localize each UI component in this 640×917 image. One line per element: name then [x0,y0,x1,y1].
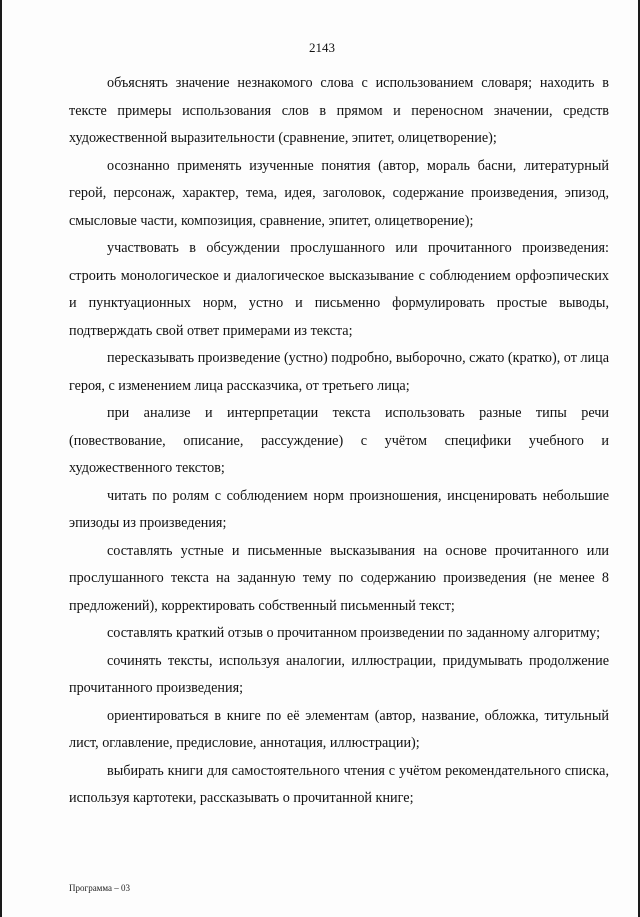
paragraph: объяснять значение незнакомого слова с использованием словаря; находить в тексте примеры использования слов в прямом и переносном значении, средств художественной выразительности (сравнение, эпитет, олицетворение); [69,75,609,146]
page-number: 2143 [309,40,335,55]
paragraph: участвовать в обсуждении прослушанного или прочитанного произведения: строить монологическое и диалогическое высказывание с соблюдением орфоэпических и пунктуационных норм, устно и письменно формулировать простые выводы, подтверждать свой ответ примерами из текста; [69,240,609,339]
paragraph: ориентироваться в книге по её элементам (автор, название, обложка, титульный лист, оглавление, предисловие, аннотация, иллюстрации); [69,707,609,751]
footer-label: Программа – 03 [69,883,131,893]
paragraph: читать по ролям с соблюдением норм произношения, инсценировать небольшие эпизоды из произведения; [69,487,609,531]
paragraph: пересказывать произведение (устно) подробно, выборочно, сжато (кратко), от лица героя, с изменением лица рассказчика, от третьего лица; [69,350,610,394]
paragraph: при анализе и интерпретации текста использовать разные типы речи (повествование, описание, рассуждение) с учётом специфики учебного и художественного текстов; [69,405,609,476]
paragraph: составлять краткий отзыв о прочитанном произведении по заданному алгоритму; [107,625,601,641]
paragraph: выбирать книги для самостоятельного чтения с учётом рекомендательного списка, используя картотеки, рассказывать о прочитанной книге; [69,762,609,806]
paragraph: сочинять тексты, используя аналогии, иллюстрации, придумывать продолжение прочитанного произведения; [69,652,609,696]
paragraph: составлять устные и письменные высказывания на основе прочитанного или прослушанного текста на заданную тему по содержанию произведения (не менее 8 предложений), корректировать собственный письменный текст; [69,542,609,614]
document-body [69,70,609,813]
paragraph: осознанно применять изученные понятия (автор, мораль басни, литературный герой, персонаж, характер, тема, идея, заголовок, содержание произведения, эпизод, смысловые части, композиция, сравнение, эпитет, олицетворение); [69,157,609,229]
